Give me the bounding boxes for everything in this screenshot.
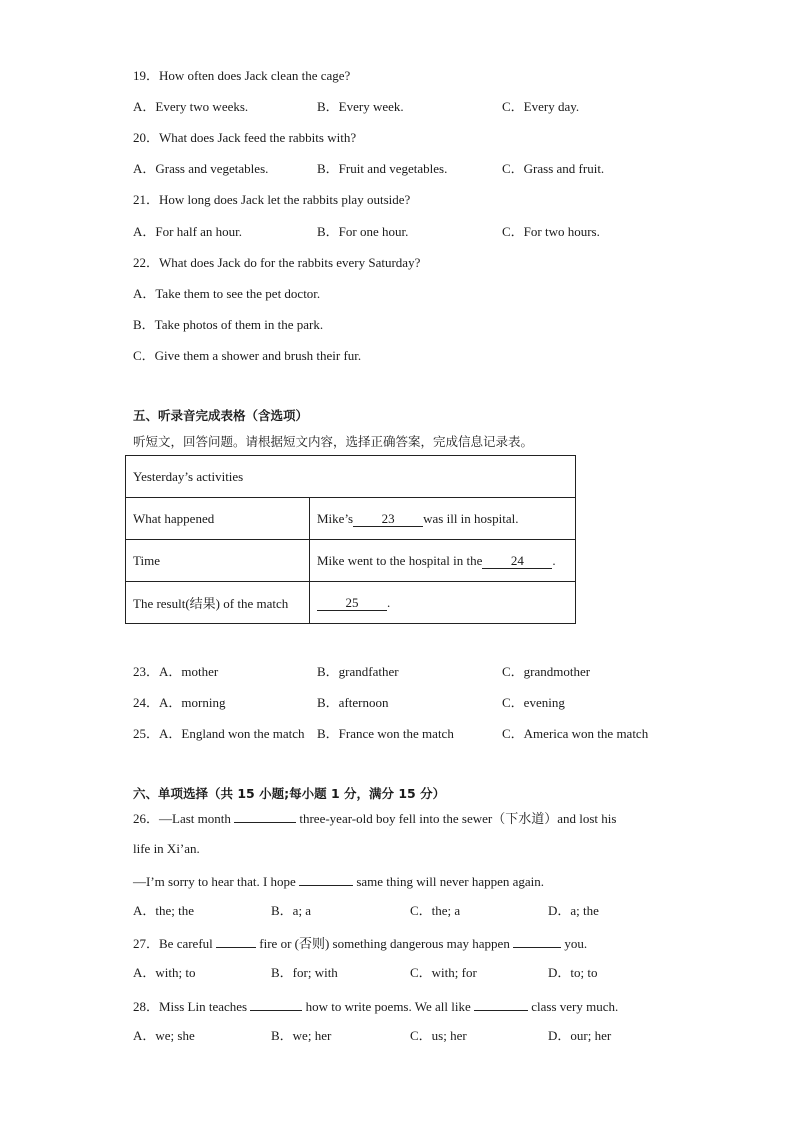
question-24-option-a: 24．A．morning (133, 695, 226, 710)
question-19-option-b: B．Every week. (317, 99, 404, 114)
cell-text: . (387, 594, 391, 610)
question-26-option-a: A．the; the (133, 903, 195, 918)
stem-text: you. (564, 936, 588, 951)
answer-blank (234, 809, 296, 823)
question-23-option-b: B．grandfather (317, 664, 399, 679)
question-27-option-c: C．with; for (410, 965, 477, 980)
table-row (126, 582, 576, 624)
answer-blank (513, 934, 561, 948)
table-cell-24 (310, 540, 576, 582)
table-cell-23 (310, 498, 576, 540)
cell-text: was ill in hospital. (423, 510, 519, 526)
question-22-option-c: C．Give them a shower and brush their fur. (133, 348, 362, 363)
question-22-option-a: A．Take them to see the pet doctor. (133, 286, 321, 301)
stem-text: same thing will never happen again. (356, 874, 545, 889)
question-28-stem (133, 997, 618, 1015)
blank-23: 23 (353, 512, 423, 527)
question-28-option-b: B．we; her (271, 1028, 332, 1043)
answer-blank (474, 997, 528, 1011)
question-26-line-3 (133, 872, 544, 890)
section-5-instruction: 听短文，回答问题。请根据短文内容，选择正确答案，完成信息记录表。 (133, 434, 534, 449)
table-row (126, 456, 576, 498)
stem-text: —I’m sorry to hear that. I hope (133, 874, 296, 889)
table-row (126, 498, 576, 540)
section-5-heading: 五、听录音完成表格（含选项） (133, 408, 309, 423)
stem-text: 26．—Last month (133, 811, 231, 826)
question-27-option-d: D．to; to (548, 965, 598, 980)
question-20-option-b: B．Fruit and vegetables. (317, 161, 448, 176)
question-20-option-c: C．Grass and fruit. (502, 161, 605, 176)
cell-text: . (552, 552, 556, 568)
question-22-stem: 22．What does Jack do for the rabbits every Saturday? (133, 255, 421, 270)
blank-24: 24 (482, 554, 552, 569)
blank-25: 25 (317, 596, 387, 611)
question-24-option-b: B．afternoon (317, 695, 389, 710)
question-25-option-a: 25．A．England won the match (133, 726, 305, 741)
answer-blank (216, 934, 256, 948)
table-row-label: The result(结果) of the match (126, 582, 310, 624)
question-27-option-b: B．for; with (271, 965, 338, 980)
question-21-stem: 21．How long does Jack let the rabbits play outside? (133, 192, 411, 207)
question-25-option-c: C．America won the match (502, 726, 649, 741)
question-22-option-b: B．Take photos of them in the park. (133, 317, 324, 332)
question-23-option-a: 23．A．mother (133, 664, 219, 679)
question-20-option-a: A．Grass and vegetables. (133, 161, 269, 176)
answer-blank (299, 872, 353, 886)
cell-text: Mike went to the hospital in the (317, 552, 483, 568)
question-28-option-c: C．us; her (410, 1028, 467, 1043)
question-21-option-b: B．For one hour. (317, 224, 409, 239)
question-19-option-a: A．Every two weeks. (133, 99, 249, 114)
table-title: Yesterday’s activities (126, 456, 576, 498)
question-26-line-2: life in Xi’an. (133, 841, 200, 856)
table-row-label: What happened (126, 498, 310, 540)
record-table (125, 455, 576, 624)
question-23-option-c: C．grandmother (502, 664, 591, 679)
question-25-option-b: B．France won the match (317, 726, 454, 741)
question-20-stem: 20．What does Jack feed the rabbits with? (133, 130, 357, 145)
stem-text: fire or (否则) something dangerous may happen (259, 936, 510, 951)
question-24-option-c: C．evening (502, 695, 565, 710)
question-28-option-d: D．our; her (548, 1028, 612, 1043)
question-27-option-a: A．with; to (133, 965, 196, 980)
question-19-stem: 19．How often does Jack clean the cage? (133, 68, 351, 83)
question-28-option-a: A．we; she (133, 1028, 195, 1043)
section-6-heading: 六、单项选择（共 15 小题;每小题 1 分，满分 15 分） (133, 786, 446, 801)
stem-text: three-year-old boy fell into the sewer（下水道）and lost his (299, 811, 617, 826)
question-26-option-c: C．the; a (410, 903, 461, 918)
table-row (126, 540, 576, 582)
answer-blank (250, 997, 302, 1011)
cell-text: Mike’s (317, 510, 354, 526)
question-21-option-c: C．For two hours. (502, 224, 600, 239)
question-26-option-b: B．a; a (271, 903, 312, 918)
stem-text: how to write poems. We all like (305, 999, 471, 1014)
stem-text: 27．Be careful (133, 936, 213, 951)
question-27-stem (133, 934, 587, 952)
question-21-option-a: A．For half an hour. (133, 224, 243, 239)
question-19-option-c: C．Every day. (502, 99, 580, 114)
stem-text: 28．Miss Lin teaches (133, 999, 248, 1014)
table-cell-25 (310, 582, 576, 624)
question-26-option-d: D．a; the (548, 903, 599, 918)
table-row-label: Time (126, 540, 310, 582)
question-26-line-1 (133, 809, 616, 827)
stem-text: class very much. (531, 999, 619, 1014)
